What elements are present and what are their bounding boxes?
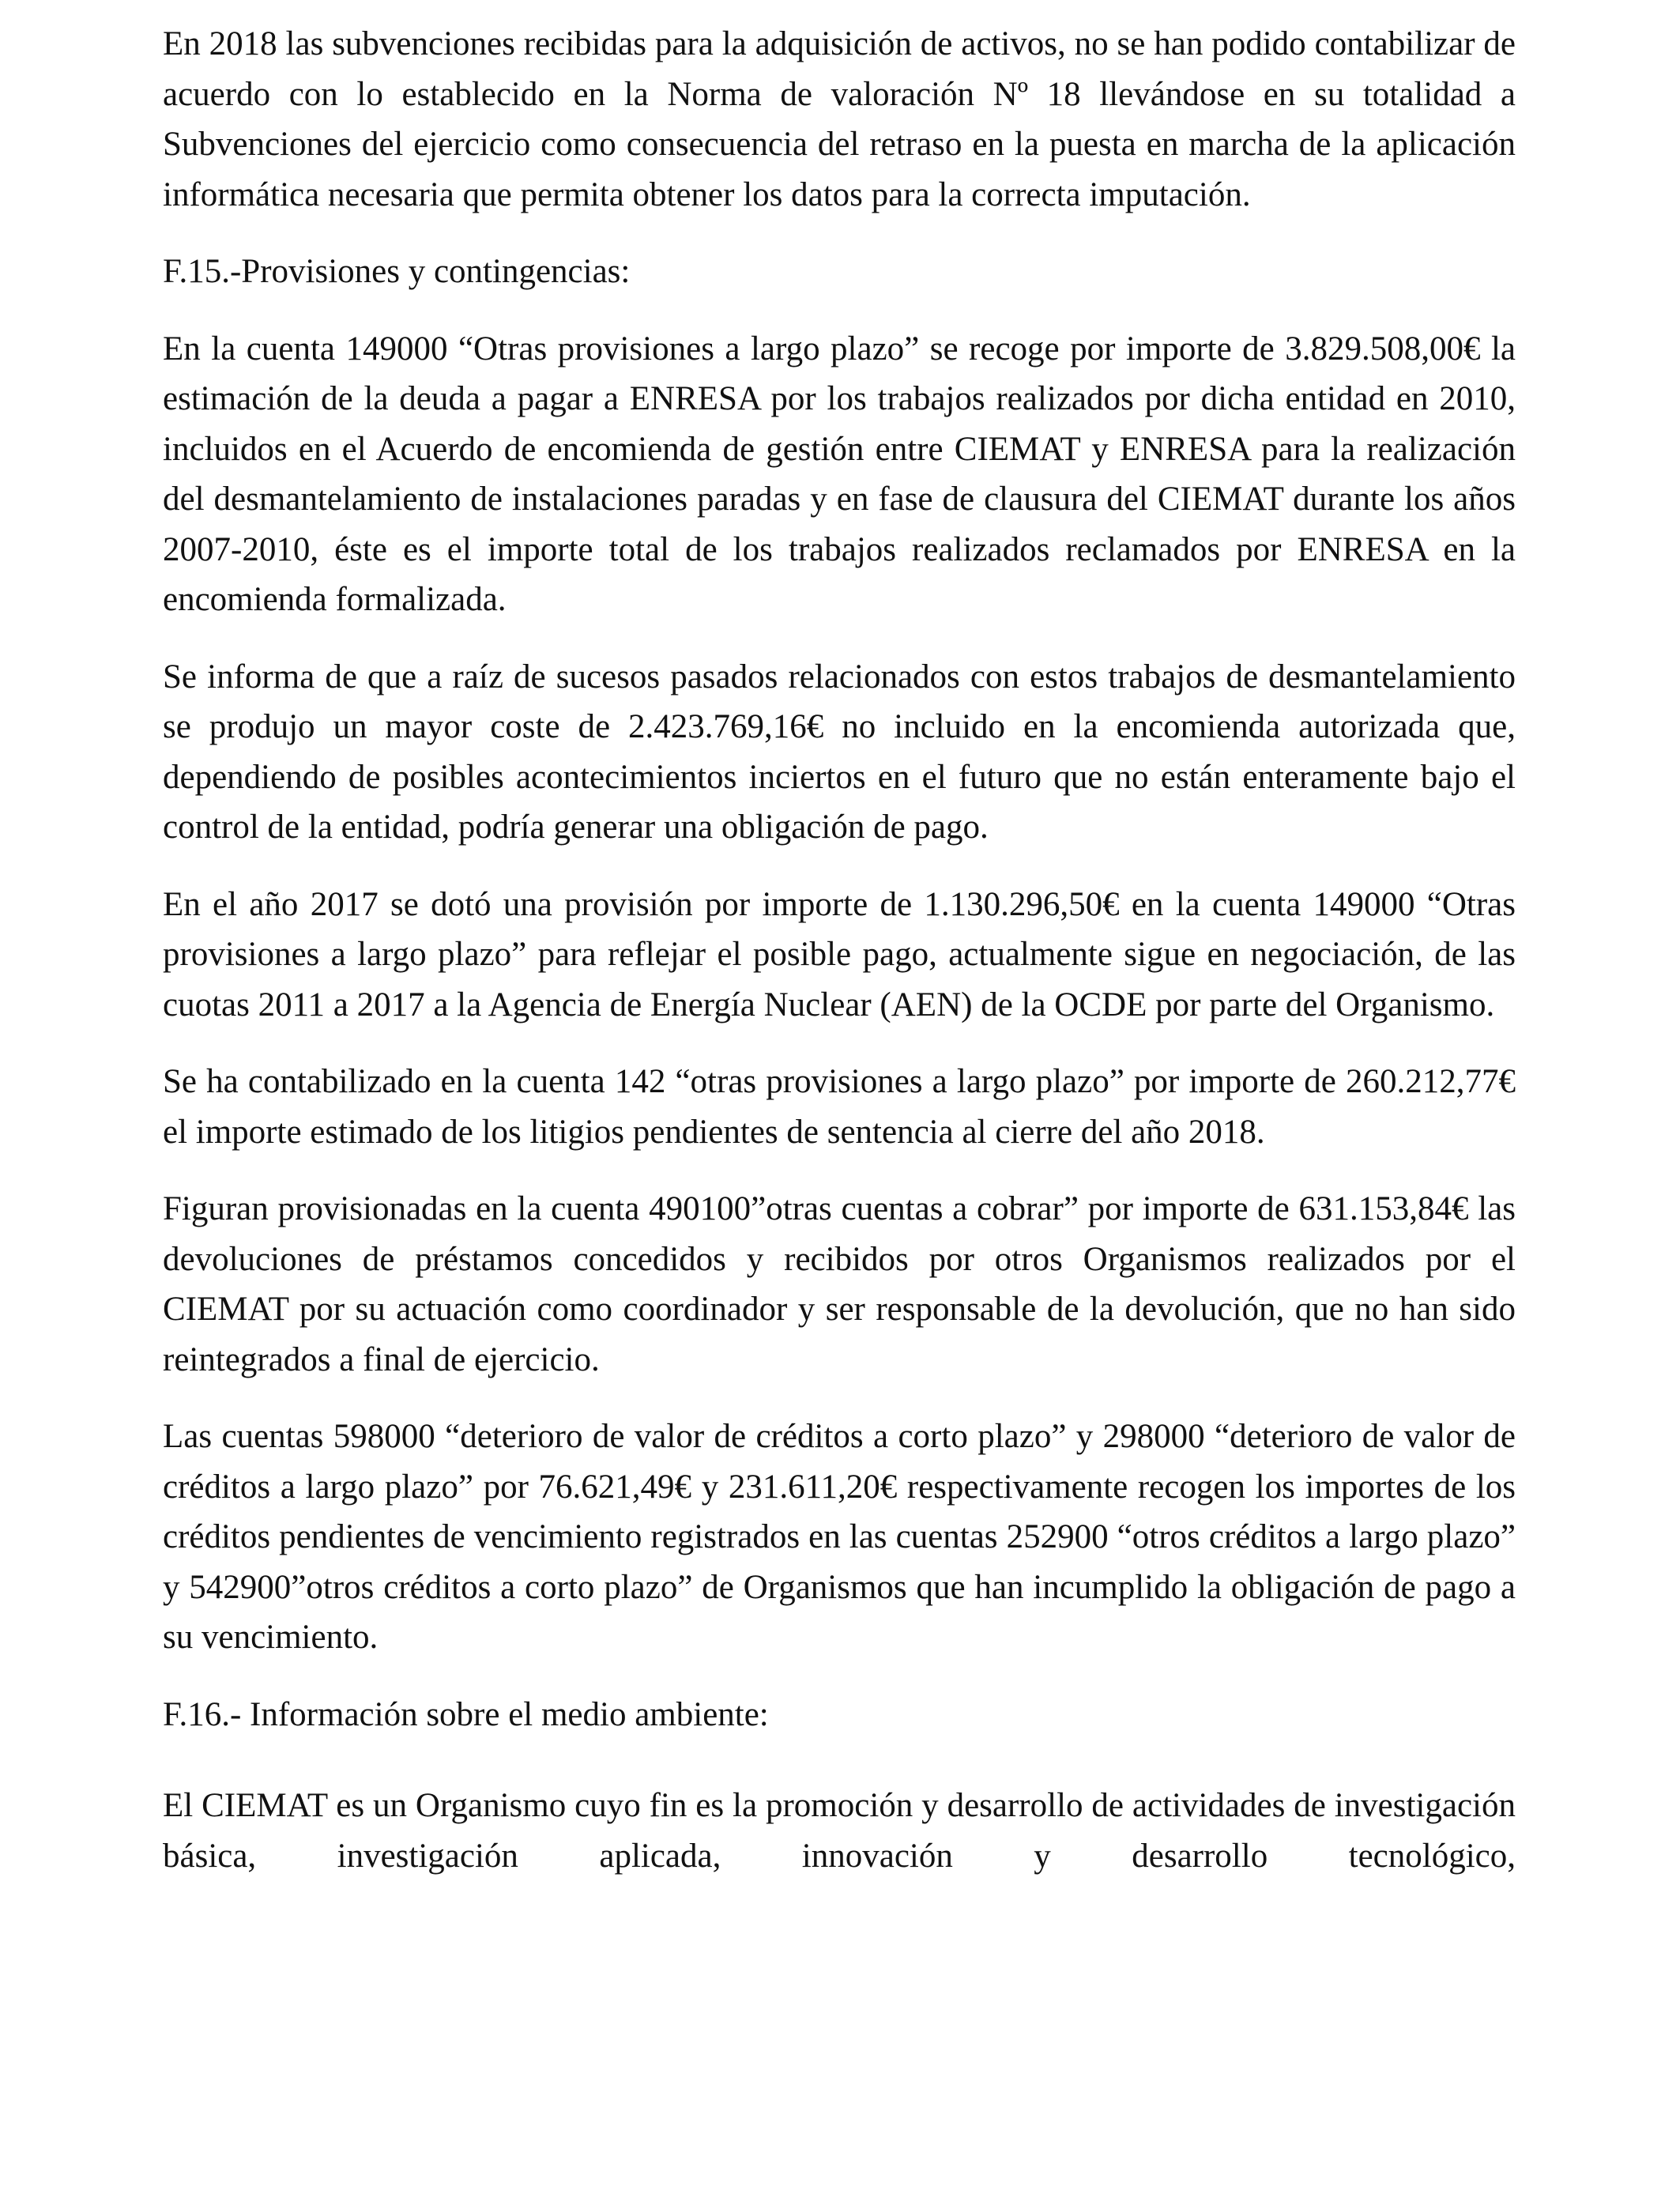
paragraph-cuenta-490100: Figuran provisionadas en la cuenta 490100”otras cuentas a cobrar” por importe de 631.153,84€ las devoluciones de préstamos concedidos y recibidos por otros Organismos realizados por el CIEMAT por su actuación como coordinador y ser responsable de la devolución, que no han sido reintegrados a final de ejercicio. bbox=[163, 1190, 1516, 1378]
section-heading-f15: F.15.-Provisiones y contingencias: bbox=[163, 253, 631, 290]
section-heading-f16: F.16.- Información sobre el medio ambiente: bbox=[163, 1695, 769, 1733]
paragraph-subvenciones: En 2018 las subvenciones recibidas para la adquisición de activos, no se han podido contabilizar de acuerdo con lo establecido en la Norma de valoración Nº 18 llevándose en su totalidad a Subvenciones del ejercicio como consecuencia del retraso en la puesta en marcha de la aplicación informática necesaria que permita obtener los datos para la correcta imputación. bbox=[163, 25, 1516, 213]
paragraph-provision-2017-aen: En el año 2017 se dotó una provisión por importe de 1.130.296,50€ en la cuenta 149000 “Otras provisiones a largo plazo” para reflejar el posible pago, actualmente sigue en negociación, de las cuotas 2011 a 2017 a la Agencia de Energía Nuclear (AEN) de la OCDE por parte del Organismo. bbox=[163, 885, 1516, 1023]
paragraph-cuenta-142-litigios: Se ha contabilizado en la cuenta 142 “otras provisiones a largo plazo” por importe de 260.212,77€ el importe estimado de los litigios pendientes de sentencia al cierre del año 2018. bbox=[163, 1063, 1516, 1151]
paragraph-mayor-coste: Se informa de que a raíz de sucesos pasados relacionados con estos trabajos de desmantelamiento se produjo un mayor coste de 2.423.769,16€ no incluido en la encomienda autorizada que, dependiendo de posibles acontecimientos inciertos en el futuro que no están enteramente bajo el control de la entidad, podría generar una obligación de pago. bbox=[163, 658, 1516, 846]
paragraph-ciemat-fin: El CIEMAT es un Organismo cuyo fin es la promoción y desarrollo de actividades de investigación básica, investigación aplicada, innovación y desarrollo tecnológico, bbox=[163, 1787, 1516, 1875]
document-body bbox=[163, 19, 1516, 1908]
paragraph-cuenta-149000-enresa: En la cuenta 149000 “Otras provisiones a largo plazo” se recoge por importe de 3.829.508,00€ la estimación de la deuda a pagar a ENRESA por los trabajos realizados por dicha entidad en 2010, incluidos en el Acuerdo de encomienda de gestión entre CIEMAT y ENRESA para la realización del desmantelamiento de instalaciones paradas y en fase de clausura del CIEMAT durante los años 2007-2010, éste es el importe total de los trabajos realizados reclamados por ENRESA en la encomienda formalizada. bbox=[163, 330, 1516, 618]
paragraph-deterioro-creditos: Las cuentas 598000 “deterioro de valor de créditos a corto plazo” y 298000 “deterioro de valor de créditos a largo plazo” por 76.621,49€ y 231.611,20€ respectivamente recogen los importes de los créditos pendientes de vencimiento registrados en las cuentas 252900 “otros créditos a largo plazo” y 542900”otros créditos a corto plazo” de Organismos que han incumplido la obligación de pago a su vencimiento. bbox=[163, 1418, 1516, 1656]
